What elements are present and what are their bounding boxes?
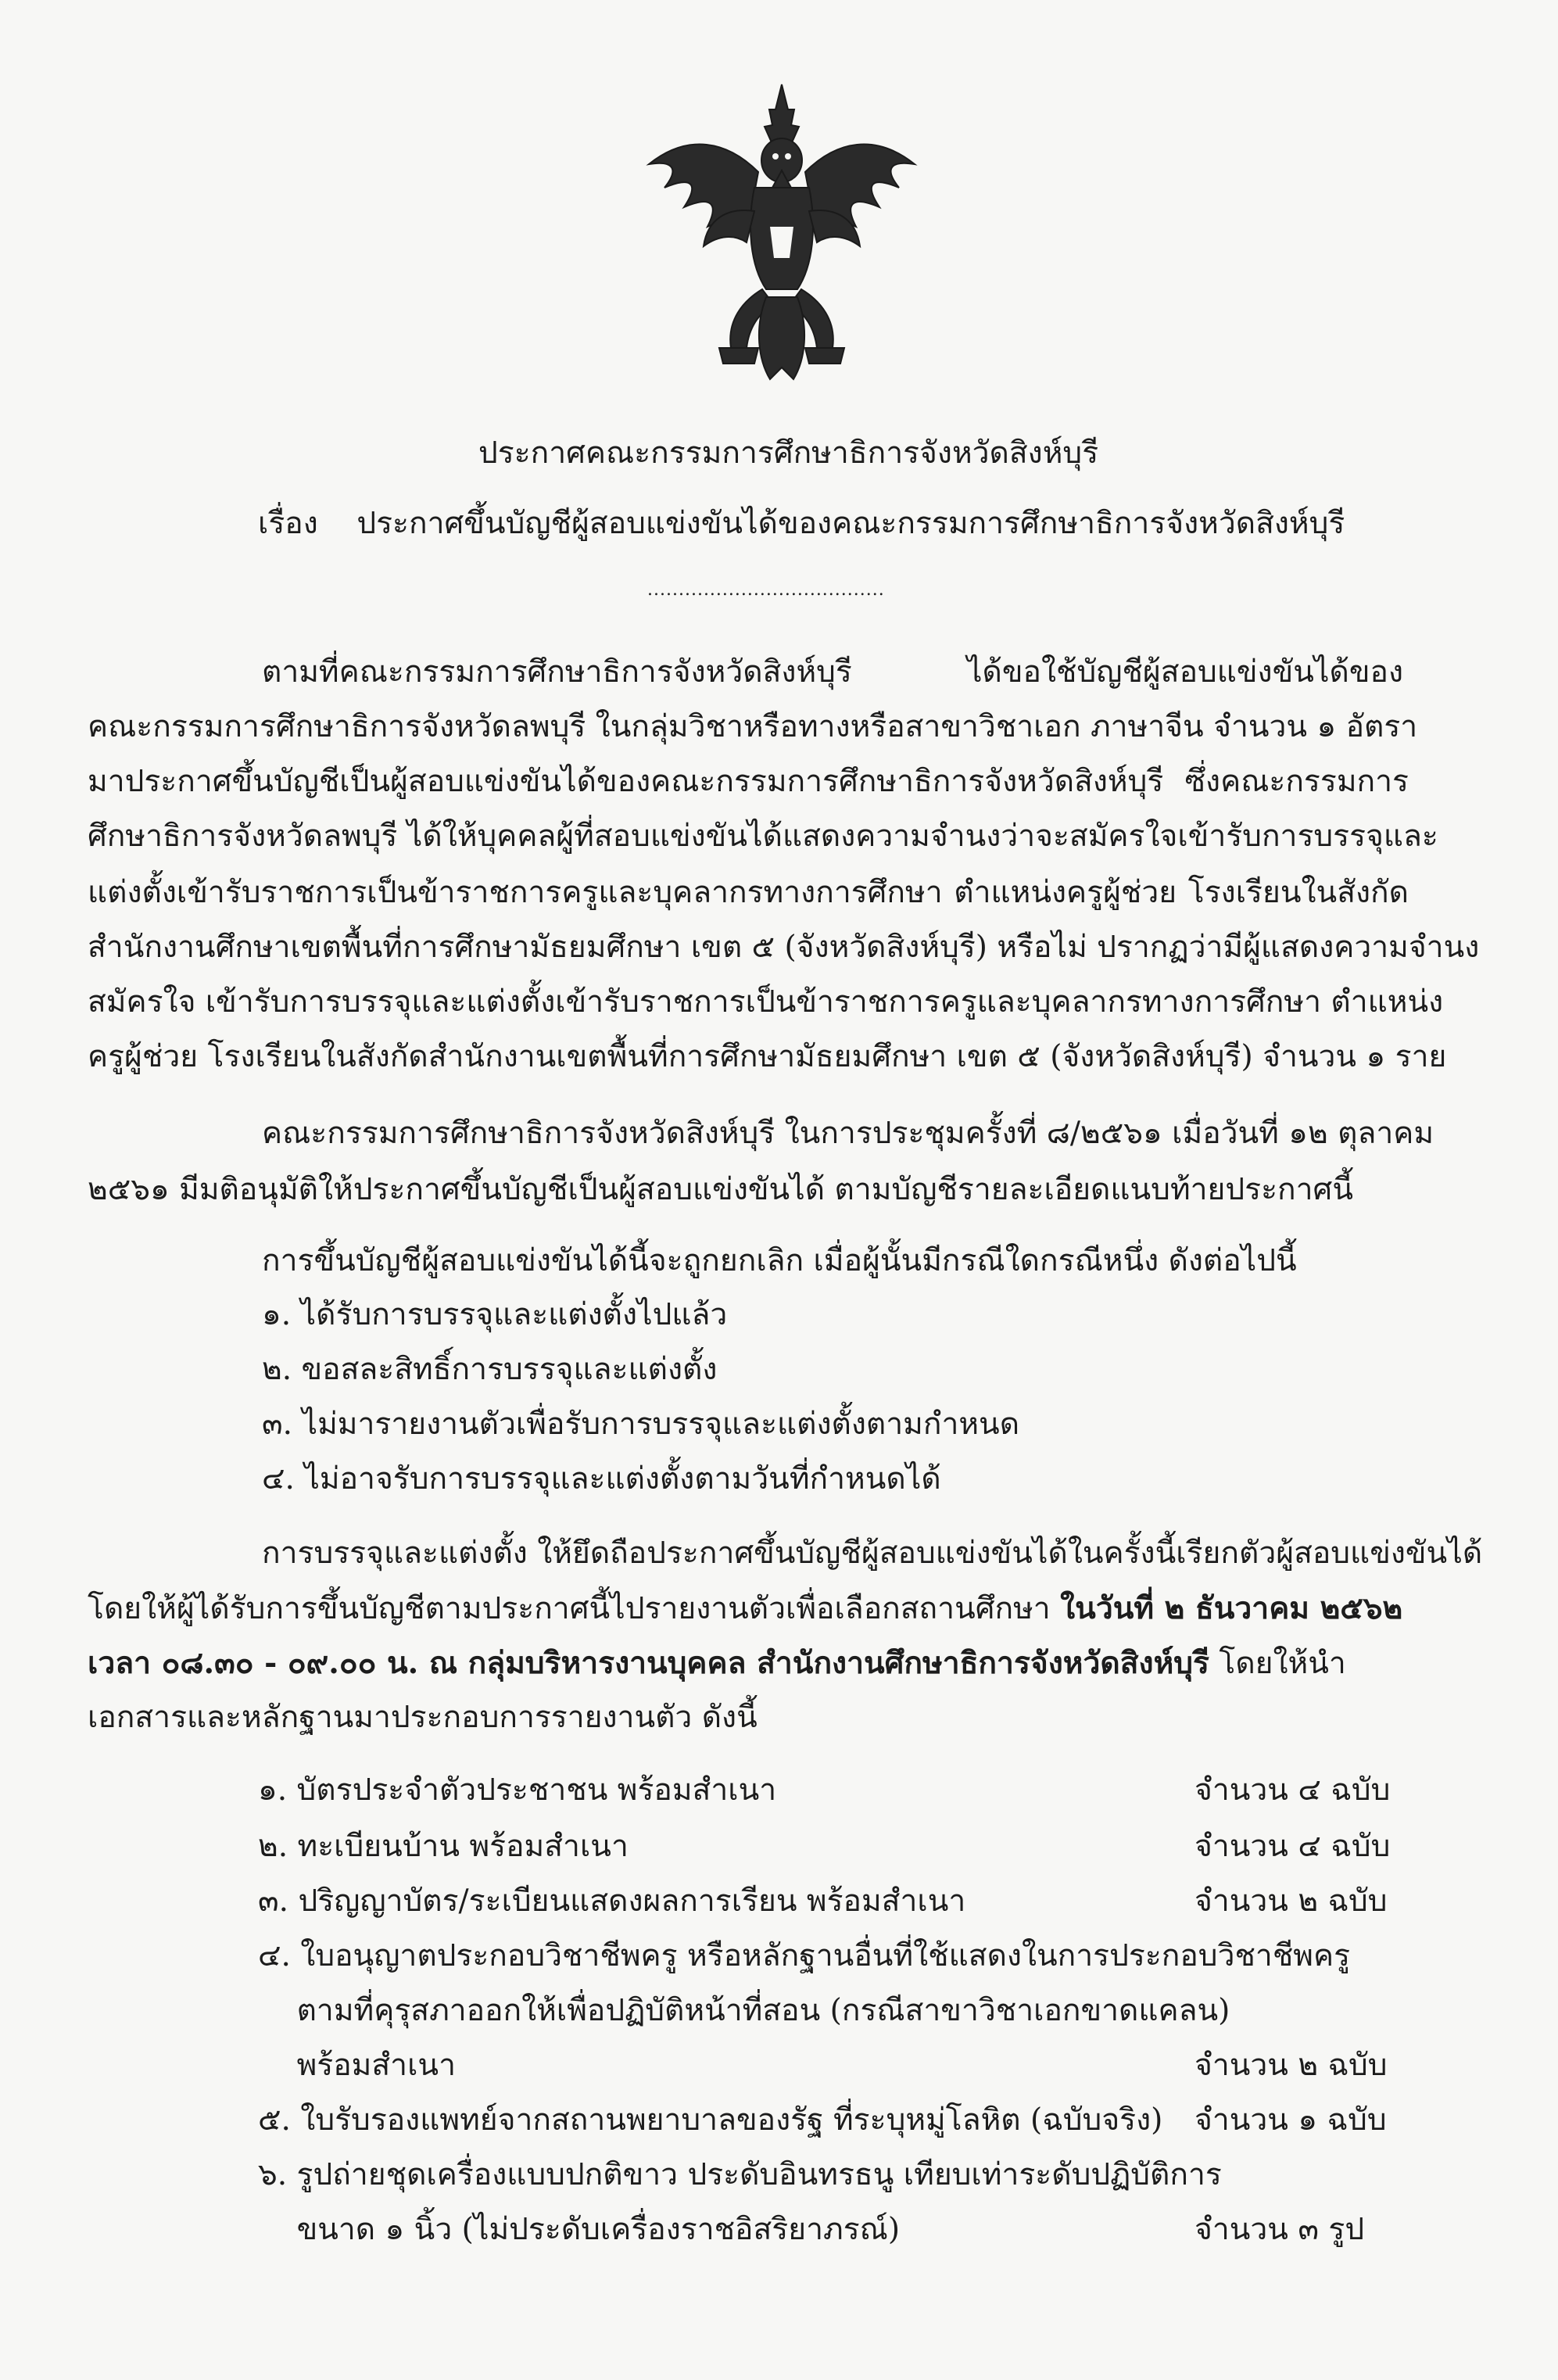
document-item-text: ๖. รูปถ่ายชุดเครื่องแบบปกติขาว ประดับอินทรธนู เทียบเท่าระดับปฏิบัติการ — [258, 2157, 1222, 2192]
paragraph4-line-3-text: โดยให้นำ — [1209, 1646, 1346, 1681]
paragraph1-line-4: ศึกษาธิการจังหวัดลพบุรี ได้ให้บุคคลผู้ที่สอบแข่งขันได้แสดงความจำนงว่าจะสมัครใจเข้ารับการบรรจุและ — [88, 819, 1438, 854]
cancellation-item: ๓. ไม่มารายงานตัวเพื่อรับการบรรจุและแต่งตั้งตามกำหนด — [262, 1407, 1020, 1442]
cancellation-intro: การขึ้นบัญชีผู้สอบแข่งขันได้นี้จะถูกยกเลิก เมื่อผู้นั้นมีกรณีใดกรณีหนึ่ง ดังต่อไปนี้ — [262, 1243, 1297, 1278]
paragraph1-line-3: มาประกาศขึ้นบัญชีเป็นผู้สอบแข่งขันได้ของคณะกรรมการศึกษาธิการจังหวัดสิงห์บุรี ซึ่งคณะกรรมการ — [88, 764, 1409, 799]
paragraph1-line-8: ครูผู้ช่วย โรงเรียนในสังกัดสำนักงานเขตพื้นที่การศึกษามัธยมศึกษา เขต ๕ (จังหวัดสิงห์บุรี) จำนวน ๑ ราย — [88, 1039, 1447, 1074]
paragraph2-line-1: คณะกรรมการศึกษาธิการจังหวัดสิงห์บุรี ในการประชุมครั้งที่ ๘/๒๕๖๑ เมื่อวันที่ ๑๒ ตุลาคม — [262, 1116, 1434, 1151]
document-item-qty: จำนวน ๒ ฉบับ — [1194, 2048, 1388, 2083]
document-item — [258, 1827, 1407, 1866]
subject-label: เรื่อง — [258, 506, 318, 541]
paragraph4-line-3 — [88, 1643, 1346, 1683]
cancellation-item: ๒. ขอสละสิทธิ์การบรรจุและแต่งตั้ง — [262, 1352, 718, 1387]
paragraph4-line-2-text: โดยให้ผู้ได้รับการขึ้นบัญชีตามประกาศนี้ไปรายงานตัวเพื่อเลือกสถานศึกษา — [88, 1591, 1061, 1626]
document-item-text: ขนาด ๑ นิ้ว (ไม่ประดับเครื่องราชอิสริยาภรณ์) — [258, 2212, 901, 2247]
paragraph1-line-2: คณะกรรมการศึกษาธิการจังหวัดลพบุรี ในกลุ่มวิชาหรือทางหรือสาขาวิชาเอก ภาษาจีน จำนวน ๑ อัตรา — [88, 709, 1418, 744]
report-time-place: เวลา ๐๘.๓๐ - ๐๙.๐๐ น. ณ กลุ่มบริหารงานบุคคล สำนักงานศึกษาธิการจังหวัดสิงห์บุรี — [88, 1645, 1209, 1681]
document-item — [258, 1937, 1407, 1976]
document-item — [258, 1771, 1407, 1810]
document-item-text: ๔. ใบอนุญาตประกอบวิชาชีพครู หรือหลักฐานอื่นที่ใช้แสดงในการประกอบวิชาชีพครู — [258, 1938, 1351, 1973]
header-separator: ...................................... — [647, 580, 885, 600]
document-item-text: พร้อมสำเนา — [258, 2048, 456, 2083]
paragraph4-line-2 — [88, 1589, 1402, 1629]
document-item-text: ๑. บัตรประจำตัวประชาชน พร้อมสำเนา — [258, 1772, 777, 1808]
paragraph1-line-1: ตามที่คณะกรรมการศึกษาธิการจังหวัดสิงห์บุรี ได้ขอใช้บัญชีผู้สอบแข่งขันได้ของ — [262, 654, 1403, 690]
paragraph1-line-5: แต่งตั้งเข้ารับราชการเป็นข้าราชการครูและบุคลากรทางการศึกษา ตำแหน่งครูผู้ช่วย โรงเรียนในสังกัด — [88, 875, 1409, 910]
document-item-text: ๓. ปริญญาบัตร/ระเบียนแสดงผลการเรียน พร้อมสำเนา — [258, 1884, 966, 1919]
cancellation-item: ๔. ไม่อาจรับการบรรจุและแต่งตั้งตามวันที่กำหนดได้ — [262, 1461, 941, 1496]
document-item — [258, 1991, 1407, 2031]
paragraph4-line-1: การบรรจุและแต่งตั้ง ให้ยึดถือประกาศขึ้นบัญชีผู้สอบแข่งขันได้ในครั้งนี้เรียกตัวผู้สอบแข่งขันได้ — [262, 1536, 1483, 1571]
paragraph4-line-4: เอกสารและหลักฐานมาประกอบการรายงานตัว ดังนี้ — [88, 1700, 758, 1735]
document-item — [258, 2046, 1407, 2085]
paragraph2-line-2: ๒๕๖๑ มีมติอนุมัติให้ประกาศขึ้นบัญชีเป็นผู้สอบแข่งขันได้ ตามบัญชีรายละเอียดแนบท้ายประกาศนี้ — [88, 1172, 1353, 1207]
document-item — [258, 2210, 1407, 2249]
document-item-qty: จำนวน ๒ ฉบับ — [1194, 1884, 1388, 1919]
document-item-qty: จำนวน ๔ ฉบับ — [1194, 1829, 1391, 1864]
document-title: ประกาศคณะกรรมการศึกษาธิการจังหวัดสิงห์บุรี — [478, 435, 1099, 471]
document-item-qty: จำนวน ๔ ฉบับ — [1194, 1772, 1391, 1808]
report-date: ในวันที่ ๒ ธันวาคม ๒๕๖๒ — [1060, 1590, 1403, 1626]
document-item-text: ๒. ทะเบียนบ้าน พร้อมสำเนา — [258, 1829, 629, 1864]
garuda-emblem — [618, 78, 946, 391]
document-subject — [258, 504, 1345, 543]
document-item — [258, 2156, 1407, 2195]
document-item — [258, 2101, 1407, 2140]
paragraph1-line-7: สมัครใจ เข้ารับการบรรจุและแต่งตั้งเข้ารับราชการเป็นข้าราชการครูและบุคลากรทางการศึกษา ตำแหน่ง — [88, 984, 1444, 1020]
document-item-text: ๕. ใบรับรองแพทย์จากสถานพยาบาลของรัฐ ที่ระบุหมู่โลหิต (ฉบับจริง) — [258, 2102, 1163, 2138]
cancellation-item: ๑. ได้รับการบรรจุและแต่งตั้งไปแล้ว — [262, 1297, 728, 1332]
document-item-qty: จำนวน ๑ ฉบับ — [1194, 2102, 1387, 2138]
document-item-text: ตามที่คุรุสภาออกให้เพื่อปฏิบัติหน้าที่สอน (กรณีสาขาวิชาเอกขาดแคลน) — [258, 1993, 1230, 2028]
document-item-qty: จำนวน ๓ รูป — [1194, 2212, 1365, 2247]
subject-text: ประกาศขึ้นบัญชีผู้สอบแข่งขันได้ของคณะกรรมการศึกษาธิการจังหวัดสิงห์บุรี — [356, 506, 1345, 541]
document-item — [258, 1882, 1407, 1921]
paragraph1-line-6: สำนักงานศึกษาเขตพื้นที่การศึกษามัธยมศึกษา เขต ๕ (จังหวัดสิงห์บุรี) หรือไม่ ปรากฏว่ามีผู้แสดงความจำนง — [88, 930, 1480, 965]
